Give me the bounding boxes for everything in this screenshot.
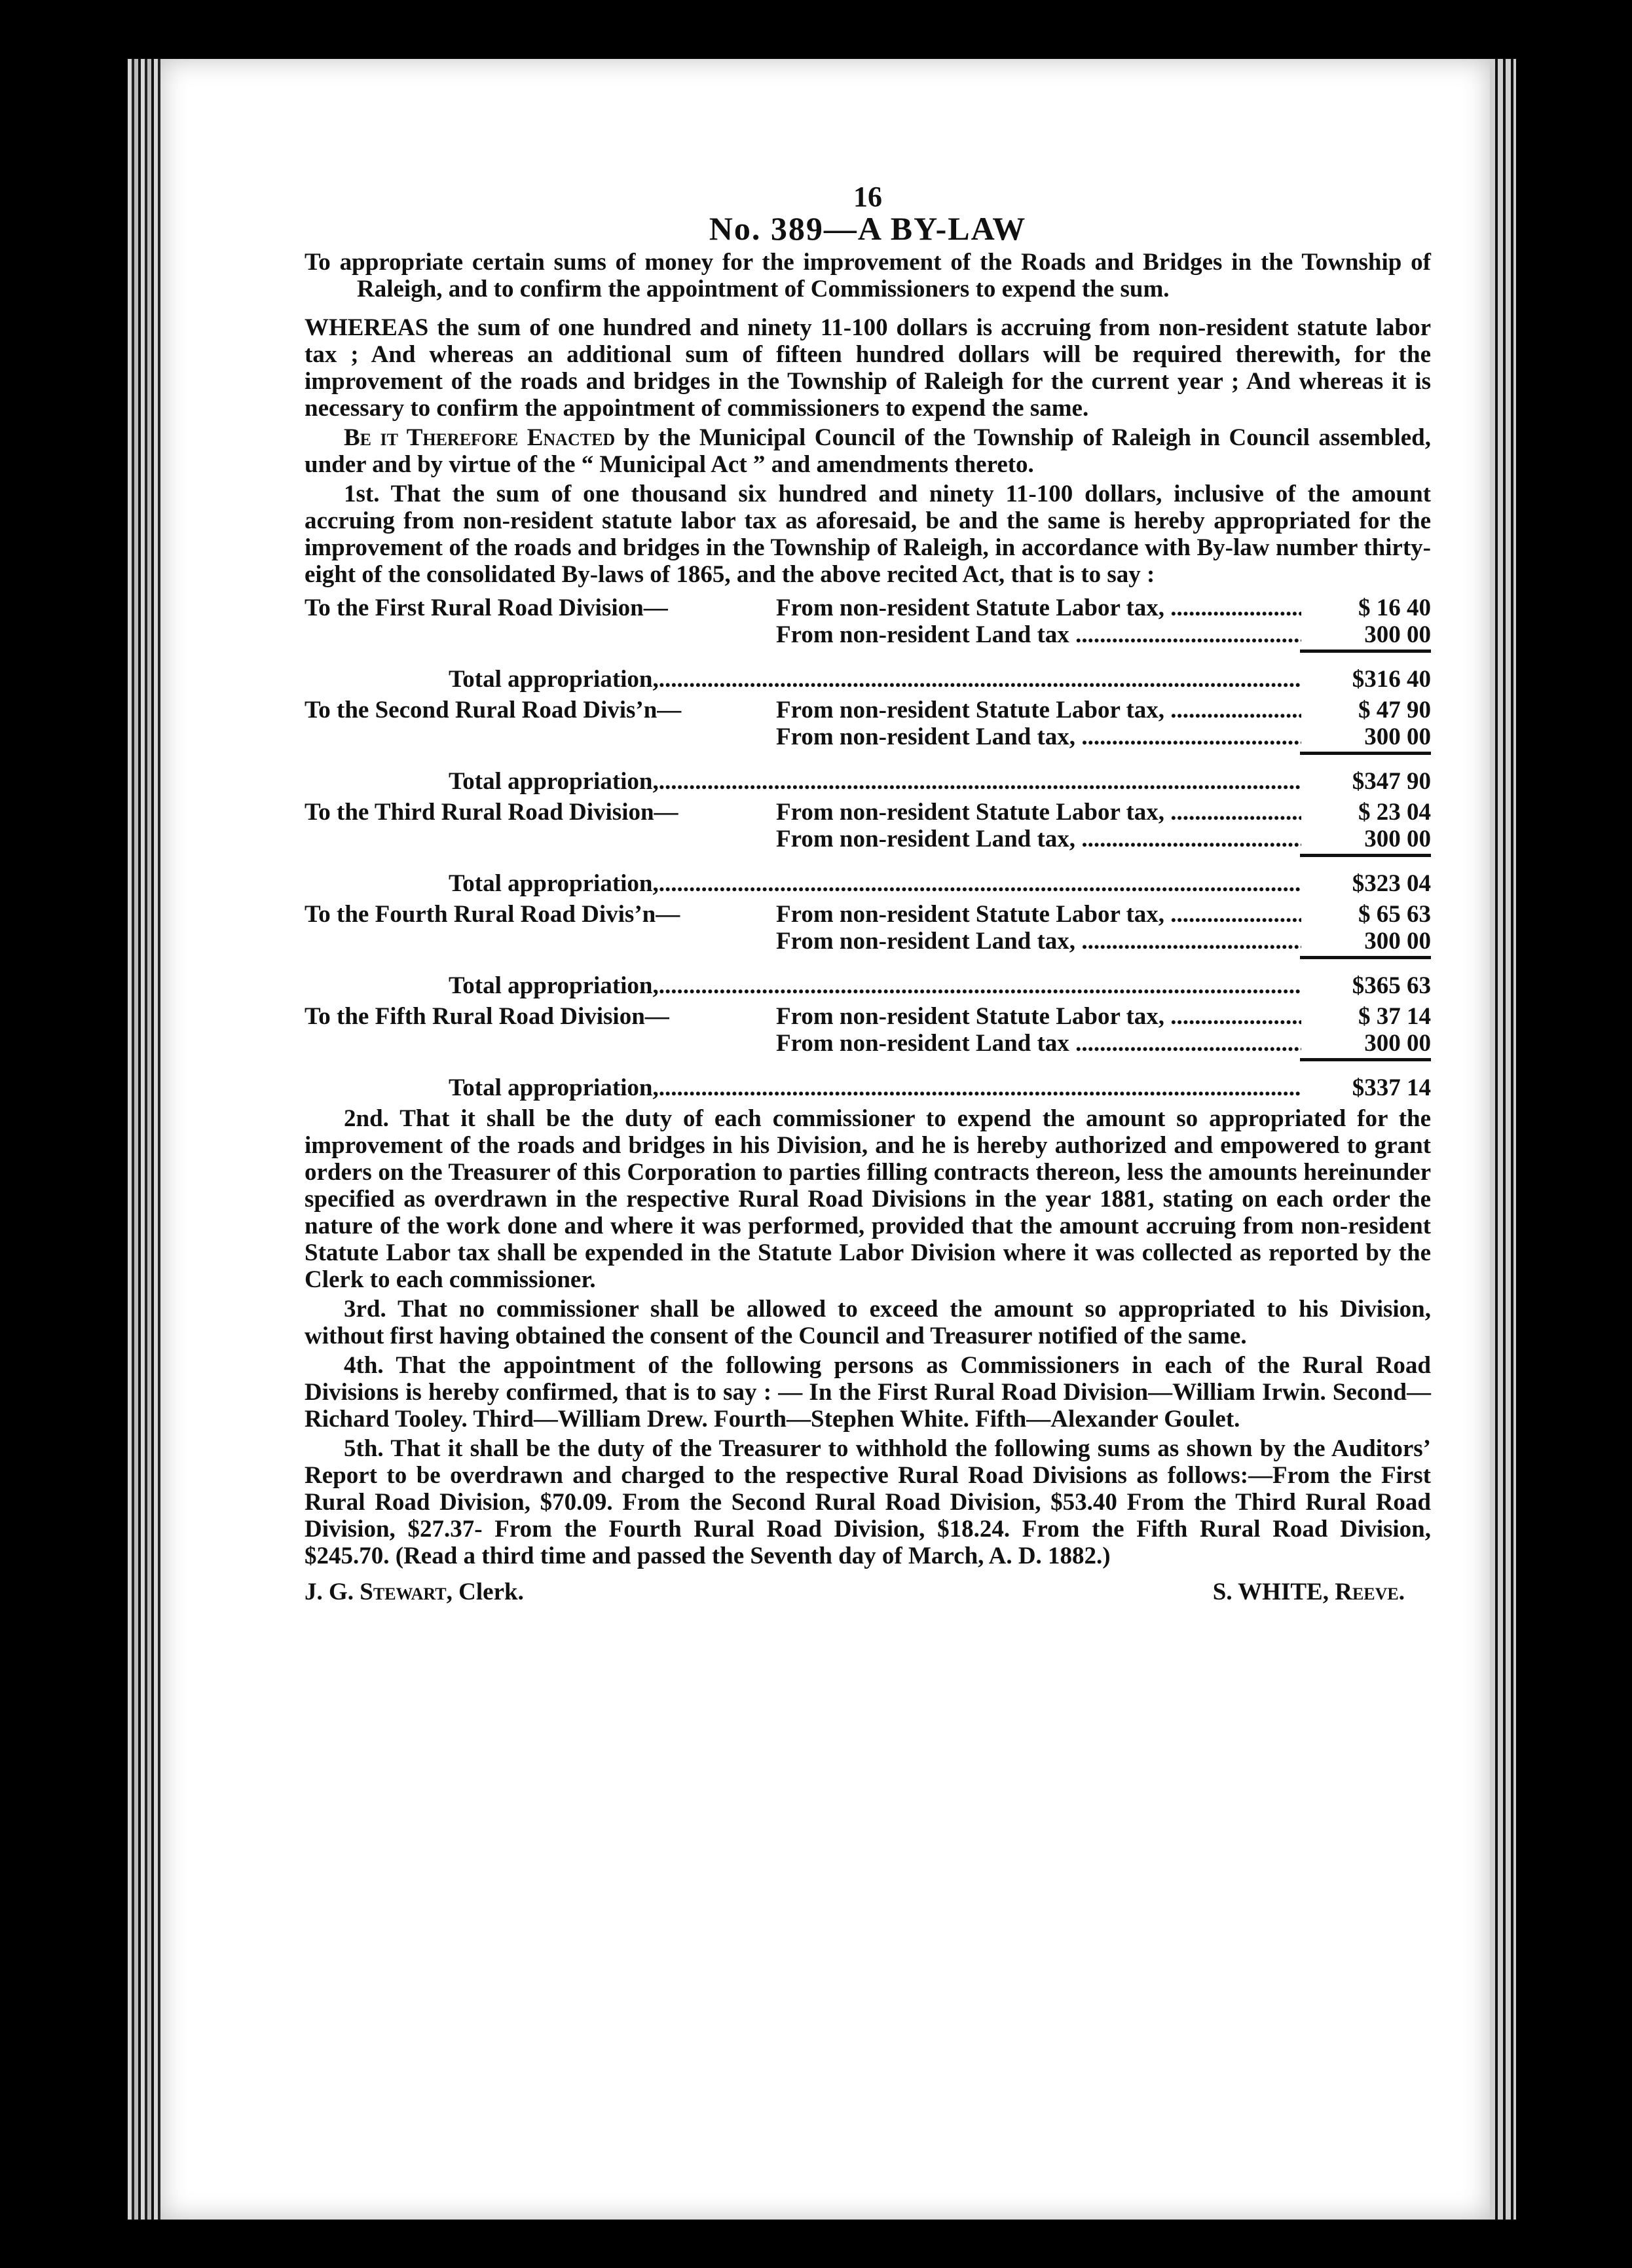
bylaw-intro: To appropriate certain sums of money for the improvement of the Roads and Bridges in the Township of Raleigh, and to confirm the appointment of Commissioners to expend the sum. xyxy=(305,249,1431,302)
division-labor-row xyxy=(305,594,1431,621)
division-name: To the First Rural Road Division— xyxy=(305,594,668,621)
enacted-paragraph xyxy=(305,424,1431,478)
land-tax-label: From non-resident Land tax, ..... xyxy=(776,723,1301,750)
clause-third: 3rd. That no commissioner shall be allowed to exceed the amount so appropriated to his Division, without first having obtained the consent of the Council and Treasurer notified of the same. xyxy=(305,1296,1431,1349)
sum-rule xyxy=(1300,956,1431,959)
division-block xyxy=(305,1003,1431,1101)
clause-fifth: 5th. That it shall be the duty of the Treasurer to withhold the following sums as shown by the Auditors’ Report to be overdrawn and charged to the respective Rural Road Divisions as follows:—From the First Rural Road Division, $70.09. From the Second Rural Road Division, $53.40 From the Third Rural Road Division, $27.37- From the Fourth Rural Road Division, $18.24. From the Fifth Rural Road Division, $245.70. (Read a third time and passed the Seventh day of March, A. D. 1882.) xyxy=(305,1435,1431,1569)
land-tax-label: From non-resident Land tax ..... xyxy=(776,621,1301,648)
division-land-row xyxy=(305,826,1431,852)
reeve-title: Reeve. xyxy=(1335,1579,1405,1605)
labor-tax-amount: $ 16 40 xyxy=(1301,594,1431,621)
labor-tax-amount: $ 23 04 xyxy=(1301,799,1431,826)
division-land-row xyxy=(305,621,1431,648)
total-label: Total appropriation, xyxy=(449,666,659,693)
clause-second: 2nd. That it shall be the duty of each commissioner to expend the amount so appropriated for the improvement of the roads and bridges in his Division, and he is hereby authorized and empowered to grant orders on the Treasurer of this Corporation to parties filling contracts thereon, less the amounts hereinunder specified as overdrawn in the respective Rural Road Divisions in the year 1881, stating on each order the nature of the work done and where it was performed, provided that the amount accruing from non-resident Statute Labor tax shall be expended in the Statute Labor Division where it was collected as reported by the Clerk to each commissioner. xyxy=(305,1105,1431,1293)
reeve-signature xyxy=(1213,1579,1405,1605)
clerk-signature xyxy=(305,1579,524,1605)
total-label: Total appropriation, xyxy=(449,870,659,897)
sum-rule xyxy=(1300,854,1431,857)
sum-rule xyxy=(1300,1058,1431,1061)
division-block xyxy=(305,594,1431,693)
division-total-row xyxy=(305,1074,1431,1101)
book-spine xyxy=(128,59,160,2220)
division-name: To the Fifth Rural Road Division— xyxy=(305,1003,669,1030)
division-labor-row xyxy=(305,697,1431,723)
land-tax-amount: 300 00 xyxy=(1301,928,1431,955)
reeve-name: S. WHITE, xyxy=(1212,1579,1329,1605)
total-amount: $337 14 xyxy=(1301,1074,1431,1101)
division-total-row xyxy=(305,666,1431,693)
division-block xyxy=(305,799,1431,897)
total-amount: $316 40 xyxy=(1301,666,1431,693)
sum-rule xyxy=(1300,752,1431,755)
total-label: Total appropriation, xyxy=(449,768,659,795)
total-amount: $323 04 xyxy=(1301,870,1431,897)
land-tax-amount: 300 00 xyxy=(1301,723,1431,750)
division-labor-row xyxy=(305,901,1431,928)
division-labor-row xyxy=(305,1003,1431,1030)
division-name: To the Second Rural Road Divis’n— xyxy=(305,697,682,723)
labor-tax-amount: $ 65 63 xyxy=(1301,901,1431,928)
clause-first: 1st. That the sum of one thousand six hundred and ninety 11-100 dollars, inclusive of the amount accruing from non-resident statute labor tax as aforesaid, be and the same is hereby appropriated for the improvement of the roads and bridges in the Township of Raleigh, in accordance with By-law number thirty-eight of the consolidated By-laws of 1865, and the above recited Act, that is to say : xyxy=(305,481,1431,588)
page-content xyxy=(305,183,1431,1605)
division-total-row xyxy=(305,972,1431,999)
land-tax-label: From non-resident Land tax ..... xyxy=(776,1030,1301,1057)
labor-tax-label: From non-resident Statute Labor tax, ..... xyxy=(776,697,1301,723)
division-land-row xyxy=(305,928,1431,955)
division-block xyxy=(305,697,1431,795)
division-total-row xyxy=(305,768,1431,795)
appropriation-table xyxy=(305,594,1431,1101)
document-page xyxy=(160,59,1490,2220)
total-amount: $365 63 xyxy=(1301,972,1431,999)
labor-tax-label: From non-resident Statute Labor tax, ..... xyxy=(776,901,1301,928)
enacted-rest: by the Municipal Council of the Township of Raleigh in Council assembled, under and by virtue of the “ Municipal Act ” and amendments thereto. xyxy=(305,424,1432,478)
total-amount: $347 90 xyxy=(1301,768,1431,795)
division-block xyxy=(305,901,1431,999)
sum-rule xyxy=(1300,649,1431,653)
clause-fourth: 4th. That the appointment of the following persons as Commissioners in each of the Rural Road Divisions is hereby confirmed, that is to say : — In the First Rural Road Division—William Irwin. Second—Richard Tooley. Third—William Drew. Fourth—Stephen White. Fifth—Alexander Goulet. xyxy=(305,1352,1431,1433)
land-tax-amount: 300 00 xyxy=(1301,826,1431,852)
leader-dots xyxy=(659,972,1301,999)
division-total-row xyxy=(305,870,1431,897)
page-edge xyxy=(1490,59,1516,2220)
labor-tax-label: From non-resident Statute Labor tax, ..... xyxy=(776,594,1301,621)
page-number: 16 xyxy=(853,181,882,213)
clerk-name: J. G. Stewart, xyxy=(305,1579,453,1605)
leader-dots xyxy=(659,870,1301,897)
land-tax-label: From non-resident Land tax, ..... xyxy=(776,826,1301,852)
leader-dots xyxy=(659,768,1301,795)
labor-tax-label: From non-resident Statute Labor tax, ..... xyxy=(776,1003,1301,1030)
land-tax-amount: 300 00 xyxy=(1301,1030,1431,1057)
division-land-row xyxy=(305,1030,1431,1057)
leader-dots xyxy=(659,1074,1301,1101)
division-name: To the Fourth Rural Road Divis’n— xyxy=(305,901,680,928)
division-land-row xyxy=(305,723,1431,750)
total-label: Total appropriation, xyxy=(449,1074,659,1101)
land-tax-label: From non-resident Land tax, ..... xyxy=(776,928,1301,955)
whereas-paragraph: WHEREAS the sum of one hundred and ninety 11-100 dollars is accruing from non-resident statute labor tax ; And whereas an additional sum of fifteen hundred dollars will be required therewith, for the improvement of the roads and bridges in the Township of Raleigh for the current year ; And whereas it is necessary to confirm the appointment of commissioners to expend the same. xyxy=(305,314,1431,422)
land-tax-amount: 300 00 xyxy=(1301,621,1431,648)
signature-block xyxy=(305,1579,1431,1605)
clerk-title: Clerk. xyxy=(458,1579,524,1605)
labor-tax-label: From non-resident Statute Labor tax, ..... xyxy=(776,799,1301,826)
leader-dots xyxy=(659,666,1301,693)
total-label: Total appropriation, xyxy=(449,972,659,999)
labor-tax-amount: $ 37 14 xyxy=(1301,1003,1431,1030)
bylaw-title: No. 389—A BY-LAW xyxy=(709,210,1027,247)
division-name: To the Third Rural Road Division— xyxy=(305,799,678,826)
division-labor-row xyxy=(305,799,1431,826)
enacted-lead: Be it Therefore Enacted xyxy=(344,424,616,451)
labor-tax-amount: $ 47 90 xyxy=(1301,697,1431,723)
